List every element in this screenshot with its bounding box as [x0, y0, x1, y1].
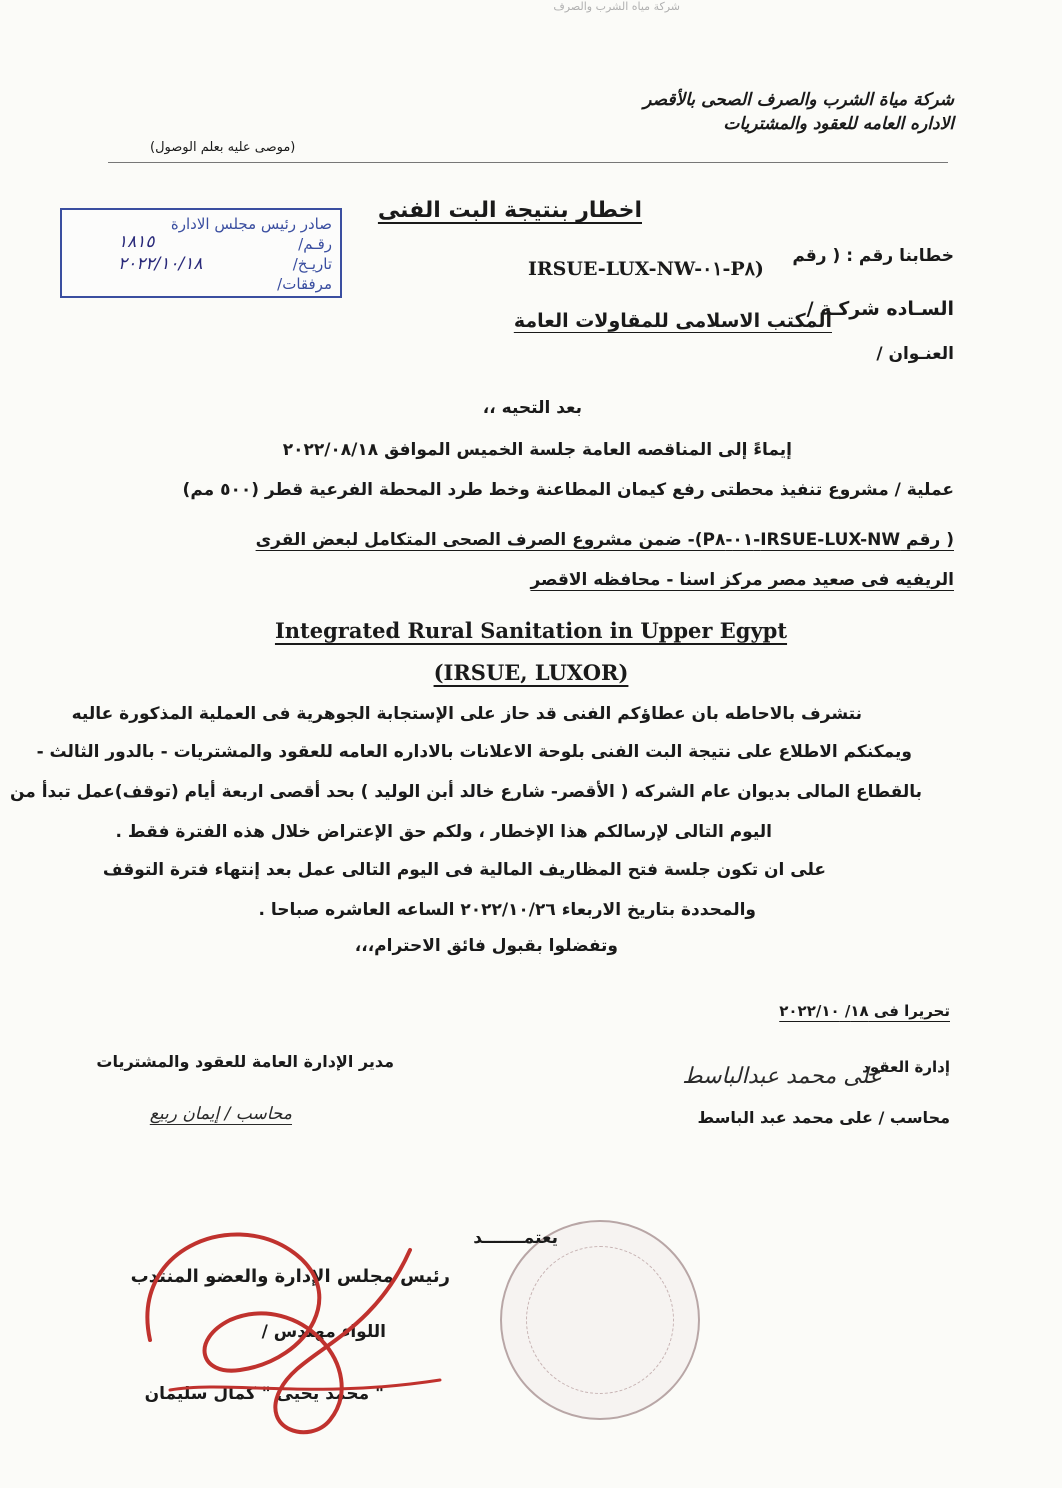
- outgoing-stamp: [60, 208, 342, 298]
- chairman-title: رئيس مجلس الإدارة والعضو المنتدب: [130, 1266, 450, 1287]
- approval-label: يعتمـــــــد: [473, 1228, 558, 1248]
- company-name: شركة مياة الشرب والصرف الصحى بالأقصر: [643, 90, 954, 110]
- accountant-name: محاسب / على محمد عبد الباسط: [697, 1108, 950, 1127]
- addressee-name: المكتب الاسلامى للمقاولات العامة: [513, 310, 832, 332]
- paragraph-line-5: على ان تكون جلسة فتح المظاريف المالية فى اليوم التالى عمل بعد إنتهاء فترة التوقف: [102, 860, 826, 880]
- body-line-3: ( رقم IRSUE-LUX-NW-٠١-P٨)- ضمن مشروع الصرف الصحى المتكامل لبعض القرى: [255, 530, 954, 550]
- written-date: تحريرا فى ١٨/ ٢٠٢٢/١٠: [779, 1002, 950, 1020]
- reference-label: خطابنا رقم : ( رقم: [792, 246, 954, 266]
- chairman-name: " محمد يحيى " كمال سليمان: [144, 1384, 384, 1404]
- chairman-red-signature: [110, 1190, 470, 1450]
- body-line-2: عملية / مشروع تنفيذ محطتى رفع كيمان المطاعنة وخط طرد المحطة الفرعية قطر (٥٠٠ مم): [182, 480, 954, 500]
- body-line-4: الريفيه فى صعيد مصر مركز اسنا - محافظه الاقصر: [530, 570, 954, 590]
- closing-line: وتفضلوا بقبول فائق الاحترام،،،: [354, 936, 618, 956]
- addressee-prefix: السـاده شركـة /: [806, 298, 954, 320]
- paragraph-line-2: ويمكنكم الاطلاع على نتيجة البت الفنى بلوحة الاعلانات بالاداره العامه للعقود والمشتريات - بالدور الثالث -: [36, 742, 912, 762]
- stamp-number-value: ١٨١٥: [118, 232, 155, 252]
- stamp-date-value: ٢٠٢٢/١٠/١٨: [118, 254, 203, 274]
- stamp-date-label: تاريـخ/: [292, 255, 332, 273]
- company-header: [643, 88, 954, 136]
- reference-code: IRSUE-LUX-NW-٠١-P٨): [528, 258, 764, 280]
- stamp-attachments-label: مرفقات/: [277, 275, 332, 293]
- stamp-number-label: رقـم/: [298, 235, 332, 253]
- letter-subject: اخطار بنتيجة البت الفنى: [377, 198, 642, 223]
- paragraph-line-6: والمحددة بتاريخ الاربعاء ٢٠٢٢/١٠/٢٦ الساعه العاشره صباحا .: [258, 900, 756, 920]
- faint-header-bleed: شركة مياه الشرب والصرف: [553, 0, 680, 13]
- registered-mail-note: (موصى عليه بعلم الوصول): [150, 140, 296, 155]
- paragraph-line-4: اليوم التالى لإرسالكم هذا الإخطار ، ولكم حق الإعتراض خلال هذه الفترة فقط .: [115, 822, 772, 842]
- manager-handwritten-signature: محاسب / إيمان ربيع: [149, 1104, 292, 1124]
- body-line-1: إيماءً إلى المناقصه العامة جلسة الخميس الموافق ٢٠٢٢/٠٨/١٨: [282, 440, 792, 460]
- accountant-handwritten-signature: على محمد عبدالباسط: [682, 1064, 882, 1089]
- official-seal: [500, 1220, 700, 1420]
- english-project-code: (IRSUE, LUXOR): [433, 660, 629, 685]
- greeting: بعد التحيه ،،: [482, 398, 582, 418]
- chairman-rank: اللواء مهندس /: [261, 1322, 386, 1342]
- contracts-dept-label: إدارة العقود: [862, 1058, 950, 1076]
- paragraph-line-3: بالقطاع المالى بديوان عام الشركه ( الأقصر- شارع خالد أبن الوليد ) بحد أقصى اربعة أيام (توقف)عمل تبدأ من: [9, 782, 922, 802]
- department-name: الاداره العامه للعقود والمشتريات: [723, 114, 954, 134]
- stamp-title: صادر رئيس مجلس الادارة: [170, 215, 332, 233]
- procurement-manager-title: مدير الإدارة العامة للعقود والمشتريات: [96, 1052, 394, 1071]
- address-label: العنـوان /: [876, 344, 954, 364]
- english-project-title: Integrated Rural Sanitation in Upper Egypt: [274, 618, 788, 643]
- header-divider: [108, 162, 948, 163]
- paragraph-line-1: نتشرف بالاحاطه بان عطاؤكم الفنى قد حاز على الإستجابة الجوهرية فى العملية المذكورة عاليه: [71, 704, 862, 724]
